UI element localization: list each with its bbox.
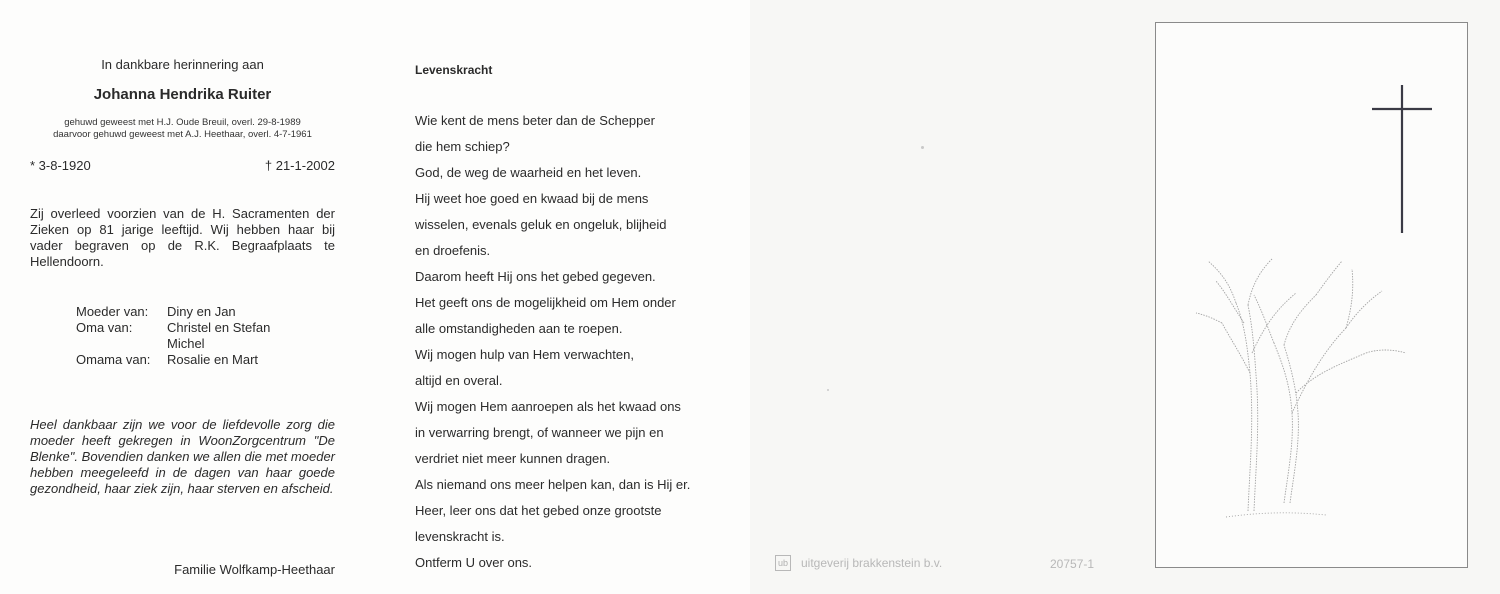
poem-line: en droefenis. — [415, 243, 491, 258]
deceased-name: Johanna Hendrika Ruiter — [93, 86, 272, 103]
death-date: † 21-1-2002 — [264, 158, 335, 173]
paper-speck — [827, 389, 829, 391]
family-value: Michel — [167, 336, 205, 351]
card-left-panel — [0, 0, 375, 594]
family-label: Omama van: — [76, 352, 151, 367]
cross-icon — [1372, 85, 1432, 233]
family-value: Christel en Stefan — [167, 320, 271, 335]
poem-line: Hij weet hoe goed en kwaad bij de mens — [415, 191, 649, 206]
poem-line: Daarom heeft Hij ons het gebed gegeven. — [415, 269, 656, 284]
family-signature: Familie Wolfkamp-Heethaar — [174, 562, 335, 577]
poem-line: in verwarring brengt, of wanneer we pijn en — [415, 425, 664, 440]
poem-line: wisselen, evenals geluk en ongeluk, blijheid — [415, 217, 667, 232]
poem-line: Wij mogen Hem aanroepen als het kwaad ons — [415, 399, 681, 414]
poem-line: Het geeft ons de mogelijkheid om Hem onder — [415, 295, 676, 310]
poem-line: Als niemand ons meer helpen kan, dan is Hij er. — [415, 477, 691, 492]
family-list — [76, 304, 270, 368]
publisher-logo-icon: ub — [775, 555, 791, 571]
card-back-and-cover — [750, 0, 1500, 594]
cover-illustration — [1156, 23, 1467, 567]
marriage-line-1: gehuwd geweest met H.J. Oude Breuil, overl. 29-8-1989 — [64, 117, 301, 128]
poem-line: alle omstandigheden aan te roepen. — [415, 321, 623, 336]
family-label: Moeder van: — [76, 304, 149, 319]
family-value: Diny en Jan — [167, 304, 236, 319]
publisher-name: uitgeverij brakkenstein b.v. — [801, 556, 943, 570]
paper-speck — [921, 146, 924, 149]
family-row — [76, 304, 270, 320]
card-middle-panel — [375, 0, 750, 594]
catalog-number: 20757-1 — [1050, 557, 1095, 571]
family-row — [76, 336, 270, 352]
thanks-text: Heel dankbaar zijn we voor de liefdevolle zorg die moeder heeft gekregen in WoonZorgcentrum "De Blenke". Bovendien danken we allen die met moeder hebben meegeleefd in de dagen van haar goede gezondheid, haar ziek zijn, haar sterven en afscheid. — [30, 417, 335, 496]
bare-tree-icon — [1196, 259, 1406, 517]
marriage-line-2: daarvoor gehuwd geweest met A.J. Heethaar, overl. 4-7-1961 — [53, 129, 312, 140]
family-label — [76, 336, 167, 352]
obituary-text: Zij overleed voorzien van de H. Sacramenten der Zieken op 81 jarige leeftijd. Wij hebben haar bij vader begraven op de R.K. Begraafplaats te Hellendoorn. — [30, 206, 335, 269]
publisher-mark — [775, 555, 942, 571]
family-label: Oma van: — [76, 320, 133, 335]
poem-line: verdriet niet meer kunnen dragen. — [415, 451, 611, 466]
family-value: Rosalie en Mart — [167, 352, 259, 367]
cover-frame — [1155, 22, 1468, 568]
birth-date: * 3-8-1920 — [30, 158, 91, 173]
poem-title: Levenskracht — [415, 63, 493, 77]
family-row — [76, 352, 270, 368]
poem-line: altijd en overal. — [415, 373, 503, 388]
poem-line: Heer, leer ons dat het gebed onze grootste — [415, 503, 662, 518]
family-row — [76, 320, 270, 336]
poem-line: Wij mogen hulp van Hem verwachten, — [415, 347, 634, 362]
poem-line: levenskracht is. — [415, 529, 505, 544]
poem — [415, 112, 690, 580]
poem-line: die hem schiep? — [415, 139, 510, 154]
poem-line: Wie kent de mens beter dan de Schepper — [415, 113, 655, 128]
marriage-info — [30, 117, 335, 141]
poem-line: Ontferm U over ons. — [415, 555, 533, 570]
poem-line: God, de weg de waarheid en het leven. — [415, 165, 642, 180]
intro-text: In dankbare herinnering aan — [101, 57, 264, 72]
